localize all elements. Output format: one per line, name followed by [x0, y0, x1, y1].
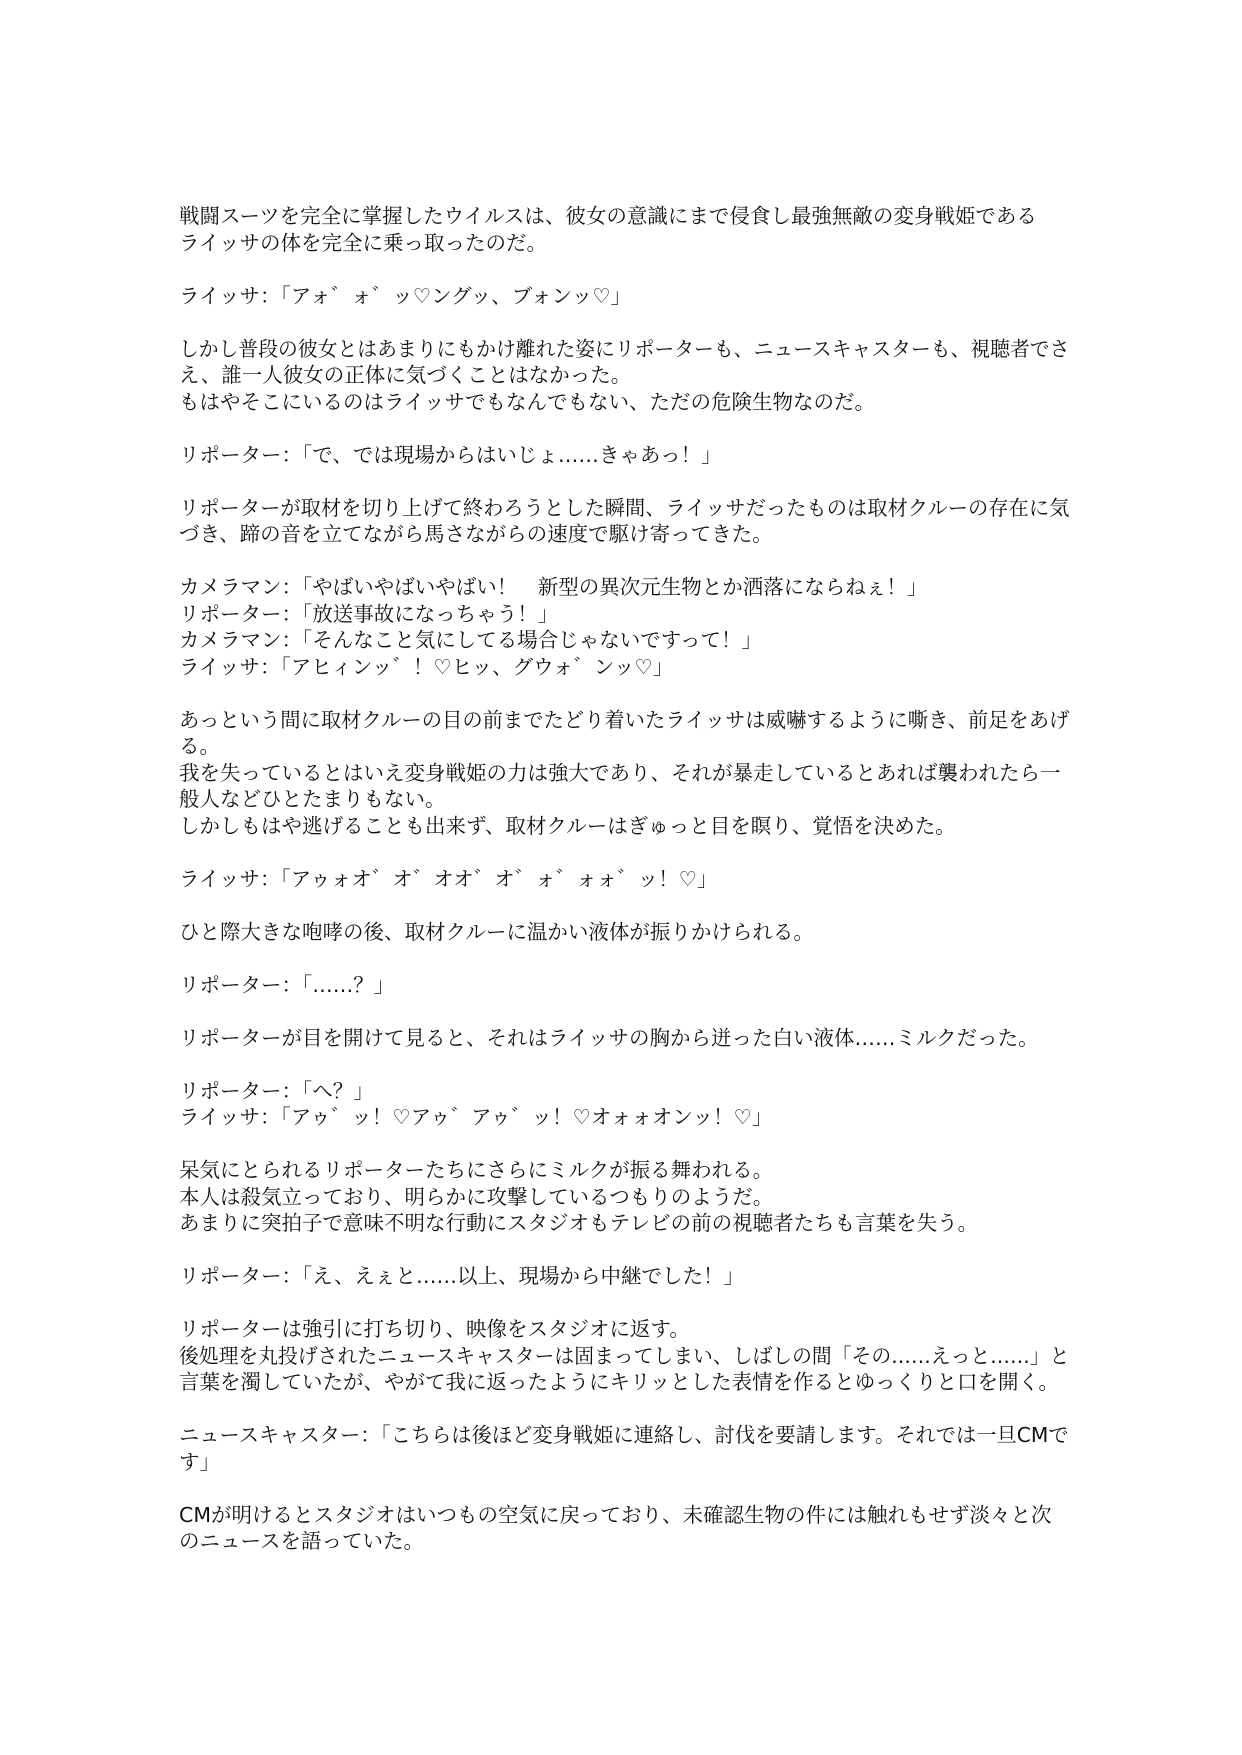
paragraph [179, 283, 1069, 310]
text-line: え、誰一人彼女の正体に気づくことはなかった。 [179, 363, 632, 387]
text-line: 言葉を濁していたが、やがて我に返ったようにキリッとした表情を作るとゆっくりと口を開く。 [179, 1370, 1060, 1394]
text-line: CMが明けるとスタジオはいつもの空気に戻っており、未確認生物の件には触れもせず淡々と次 [179, 1502, 1052, 1527]
paragraph [179, 1263, 1069, 1290]
paragraph [179, 707, 1069, 840]
text-line: しかしもはや逃げることも出来ず、取材クルーはぎゅっと目を瞑り、覚悟を決めた。 [179, 813, 956, 838]
text-line: カメラマン：「そんなこと気にしてる場合じゃないですって！」 [179, 628, 763, 652]
paragraph [179, 203, 1069, 256]
text-line: す」 [179, 1449, 220, 1474]
text-line: リポーターは強引に打ち切り、映像をスタジオに返す。 [179, 1317, 690, 1341]
text-line: 戦闘スーツを完全に掌握したウイルスは、彼女の意識にまで侵食し最強無敵の変身戦姫である [179, 204, 1037, 228]
text-line: 我を失っているとはいえ変身戦姫の力は強大であり、それが暴走しているとあれば襲われたら一 [179, 760, 1061, 785]
paragraph [179, 574, 1069, 680]
paragraph [179, 442, 1069, 469]
text-line: ライッサ：「アゥ゛ッ！♡アゥ゛アゥ゛ッ！♡オォォオンッ！♡」 [179, 1105, 773, 1129]
text-line: リポーター：「え、えぇと……以上、現場から中継でした！」 [179, 1264, 744, 1288]
text-line: ライッサの体を完全に乗っ取ったのだ。 [179, 230, 547, 255]
paragraph [179, 972, 1069, 999]
text-line: あまりに突拍子で意味不明な行動にスタジオもテレビの前の視聴者たちも言葉を失う。 [179, 1211, 979, 1235]
paragraph [179, 919, 1069, 946]
text-line: リポーターが取材を切り上げて終わろうとした瞬間、ライッサだったものは取材クルーの存在に気 [179, 495, 1070, 520]
paragraph [179, 495, 1069, 548]
paragraph [179, 1025, 1069, 1052]
paragraph [179, 1422, 1069, 1475]
text-line: ライッサ：「アォ゛ォ゛ッ♡ングッ、ブォンッ♡」 [179, 283, 632, 308]
text-line: リポーター：「……？」 [179, 972, 395, 997]
text-line: リポーター：「へ？」 [179, 1078, 374, 1103]
text-line: のニュースを語っていた。 [179, 1529, 424, 1553]
text-line: 本人は殺気立っており、明らかに攻撃しているつもりのようだ。 [179, 1184, 774, 1209]
paragraph [179, 1316, 1069, 1396]
paragraph [179, 866, 1069, 893]
paragraph [179, 1078, 1069, 1131]
text-line: る。 [179, 734, 220, 758]
text-line: もはやそこにいるのはライッサでもなんでもない、ただの危険生物なのだ。 [179, 389, 875, 414]
text-line: リポーター：「で、では現場からはいじょ……きゃあっ！」 [179, 442, 722, 467]
paragraph [179, 1502, 1069, 1555]
text-line: 呆気にとられるリポーターたちにさらにミルクが振る舞われる。 [179, 1158, 774, 1182]
text-line: 般人などひとたまりもない。 [179, 787, 446, 811]
text-line: カメラマン：「やばいやばいやばい！ 新型の異次元生物とか洒落にならねぇ！」 [179, 575, 928, 599]
text-line: リポーター：「放送事故になっちゃう！」 [179, 601, 559, 626]
text-line: ニュースキャスター：「こちらは後ほど変身戦姫に連絡し、討伐を要請します。それでは一旦CMで [179, 1423, 1069, 1447]
text-line: 後処理を丸投げされたニュースキャスターは固まってしまい、しばしの間「その……えっと……」と [179, 1343, 1070, 1368]
text-line: づき、蹄の音を立てながら馬さながらの速度で駆け寄ってきた。 [179, 522, 773, 546]
paragraph [179, 1157, 1069, 1237]
text-line: ライッサ：「アヒィンッ゛！♡ヒッ、グウォ゛ンッ♡」 [179, 654, 674, 679]
text-line: ライッサ：「アゥォオ゛オ゛オオ゛オ゛ォ゛ォォ゛ッ！♡」 [179, 866, 718, 891]
story-text [179, 203, 1069, 1581]
text-line: リポーターが目を開けて見ると、それはライッサの胸から迸った白い液体……ミルクだった。 [179, 1025, 1039, 1050]
text-line: あっという間に取材クルーの目の前までたどり着いたライッサは威嚇するように嘶き、前足をあげ [179, 707, 1070, 732]
paragraph [179, 336, 1069, 416]
text-line: しかし普段の彼女とはあまりにもかけ離れた姿にリポーターも、ニュースキャスターも、視聴者でさ [179, 336, 1070, 361]
text-line: ひと際大きな咆哮の後、取材クルーに温かい液体が振りかけられる。 [179, 919, 814, 944]
